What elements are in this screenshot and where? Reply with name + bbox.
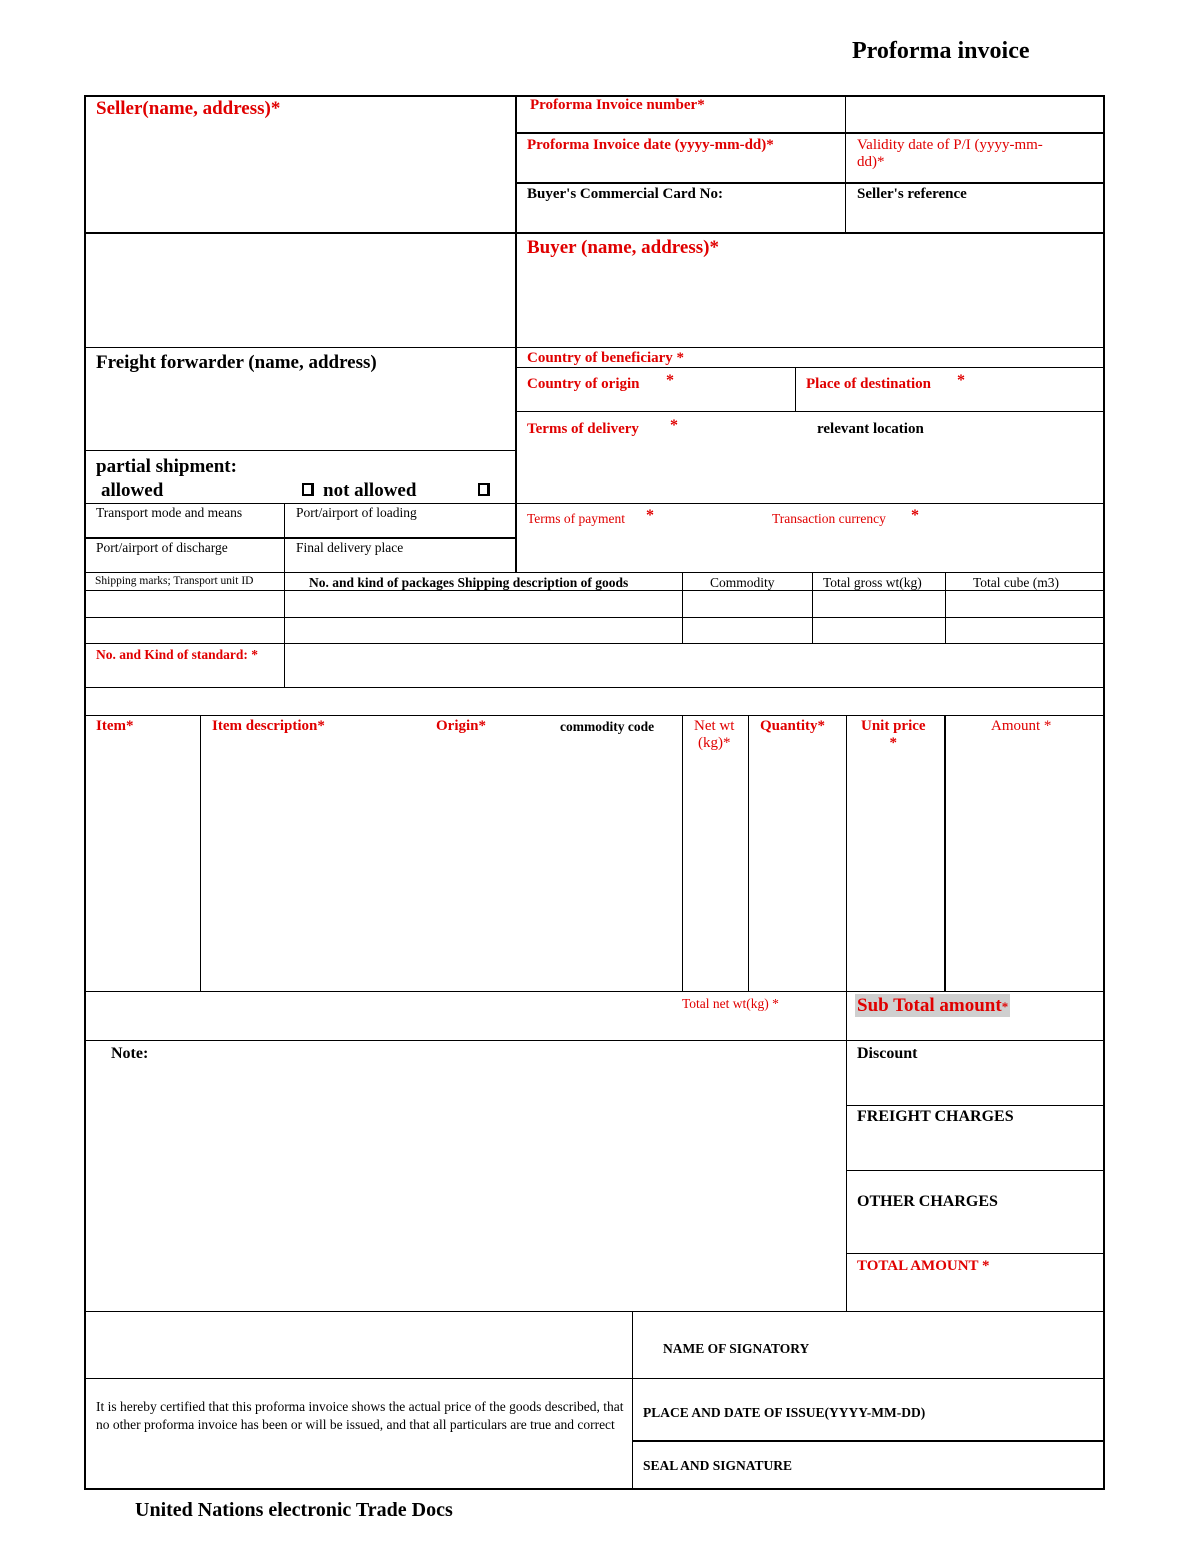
partial-allowed-label: allowed bbox=[101, 480, 164, 501]
page-title: Proforma invoice bbox=[852, 38, 1030, 64]
gross-weight-header: Total gross wt(kg) bbox=[823, 575, 922, 590]
origin-header: Origin* bbox=[436, 718, 487, 734]
transaction-currency-label: Transaction currency bbox=[772, 511, 886, 526]
buyer-label: Buyer (name, address)* bbox=[527, 237, 719, 258]
port-loading-label: Port/airport of loading bbox=[296, 505, 417, 520]
shipping-marks-header: Shipping marks; Transport unit ID bbox=[95, 575, 254, 587]
validity-date-label: Validity date of P/I (yyyy-mm- dd)* bbox=[857, 137, 1043, 171]
packages-description-header: No. and kind of packages Shipping description of goods bbox=[309, 575, 629, 590]
seller-label: Seller(name, address)* bbox=[96, 98, 281, 119]
other-charges-label: OTHER CHARGES bbox=[857, 1193, 998, 1210]
terms-payment-label: Terms of payment bbox=[527, 511, 626, 526]
partial-shipment-label: partial shipment: bbox=[96, 456, 237, 477]
buyer-card-label: Buyer's Commercial Card No: bbox=[527, 186, 723, 202]
partial-not-allowed-label: not allowed bbox=[323, 480, 417, 501]
place-destination-label: Place of destination bbox=[806, 376, 931, 392]
required-star: * bbox=[646, 507, 654, 524]
country-beneficiary-label: Country of beneficiary * bbox=[527, 350, 685, 366]
invoice-date-label: Proforma Invoice date (yyyy-mm-dd)* bbox=[527, 137, 774, 153]
sub-total-label: Sub Total amount* bbox=[857, 995, 1009, 1016]
footer-text: United Nations electronic Trade Docs bbox=[135, 1499, 453, 1521]
relevant-location-label: relevant location bbox=[817, 421, 924, 437]
commodity-code-header: commodity code bbox=[560, 719, 655, 734]
terms-delivery-label: Terms of delivery bbox=[527, 421, 639, 437]
amount-header: Amount * bbox=[991, 718, 1052, 734]
seller-reference-label: Seller's reference bbox=[857, 186, 967, 202]
total-amount-label: TOTAL AMOUNT * bbox=[857, 1258, 990, 1274]
final-delivery-label: Final delivery place bbox=[296, 540, 404, 555]
seal-signature-label: SEAL AND SIGNATURE bbox=[643, 1458, 793, 1473]
required-star: * bbox=[670, 417, 678, 434]
place-date-issue-label: PLACE AND DATE OF ISSUE(YYYY-MM-DD) bbox=[643, 1405, 926, 1420]
total-cube-header: Total cube (m3) bbox=[973, 575, 1060, 590]
required-star: * bbox=[911, 507, 919, 524]
item-header: Item* bbox=[96, 718, 134, 734]
standard-label: No. and Kind of standard: * bbox=[96, 647, 259, 662]
note-label: Note: bbox=[111, 1045, 149, 1062]
port-discharge-label: Port/airport of discharge bbox=[96, 540, 228, 555]
total-net-weight-label: Total net wt(kg) * bbox=[682, 996, 779, 1011]
required-star: * bbox=[666, 372, 674, 389]
commodity-header: Commodity bbox=[710, 575, 775, 590]
net-weight-header: Net wt (kg)* bbox=[694, 718, 735, 752]
required-star: * bbox=[957, 372, 965, 389]
country-origin-label: Country of origin bbox=[527, 376, 640, 392]
discount-label: Discount bbox=[857, 1045, 918, 1062]
quantity-header: Quantity* bbox=[760, 718, 826, 734]
invoice-number-label: Proforma Invoice number* bbox=[530, 97, 705, 113]
unit-price-header: Unit price * bbox=[861, 718, 926, 752]
transport-mode-label: Transport mode and means bbox=[96, 505, 243, 520]
freight-forwarder-label: Freight forwarder (name, address) bbox=[96, 352, 377, 373]
freight-charges-label: FREIGHT CHARGES bbox=[857, 1108, 1014, 1125]
allowed-checkbox[interactable] bbox=[302, 483, 314, 496]
item-description-header: Item description* bbox=[212, 718, 325, 734]
signatory-name-label: NAME OF SIGNATORY bbox=[663, 1341, 810, 1356]
not-allowed-checkbox[interactable] bbox=[478, 483, 490, 496]
certification-text: It is hereby certified that this proforma invoice shows the actual price of the goods described, that no other proforma invoice has been or will be issued, and that all particulars are true and correct bbox=[96, 1399, 624, 1432]
